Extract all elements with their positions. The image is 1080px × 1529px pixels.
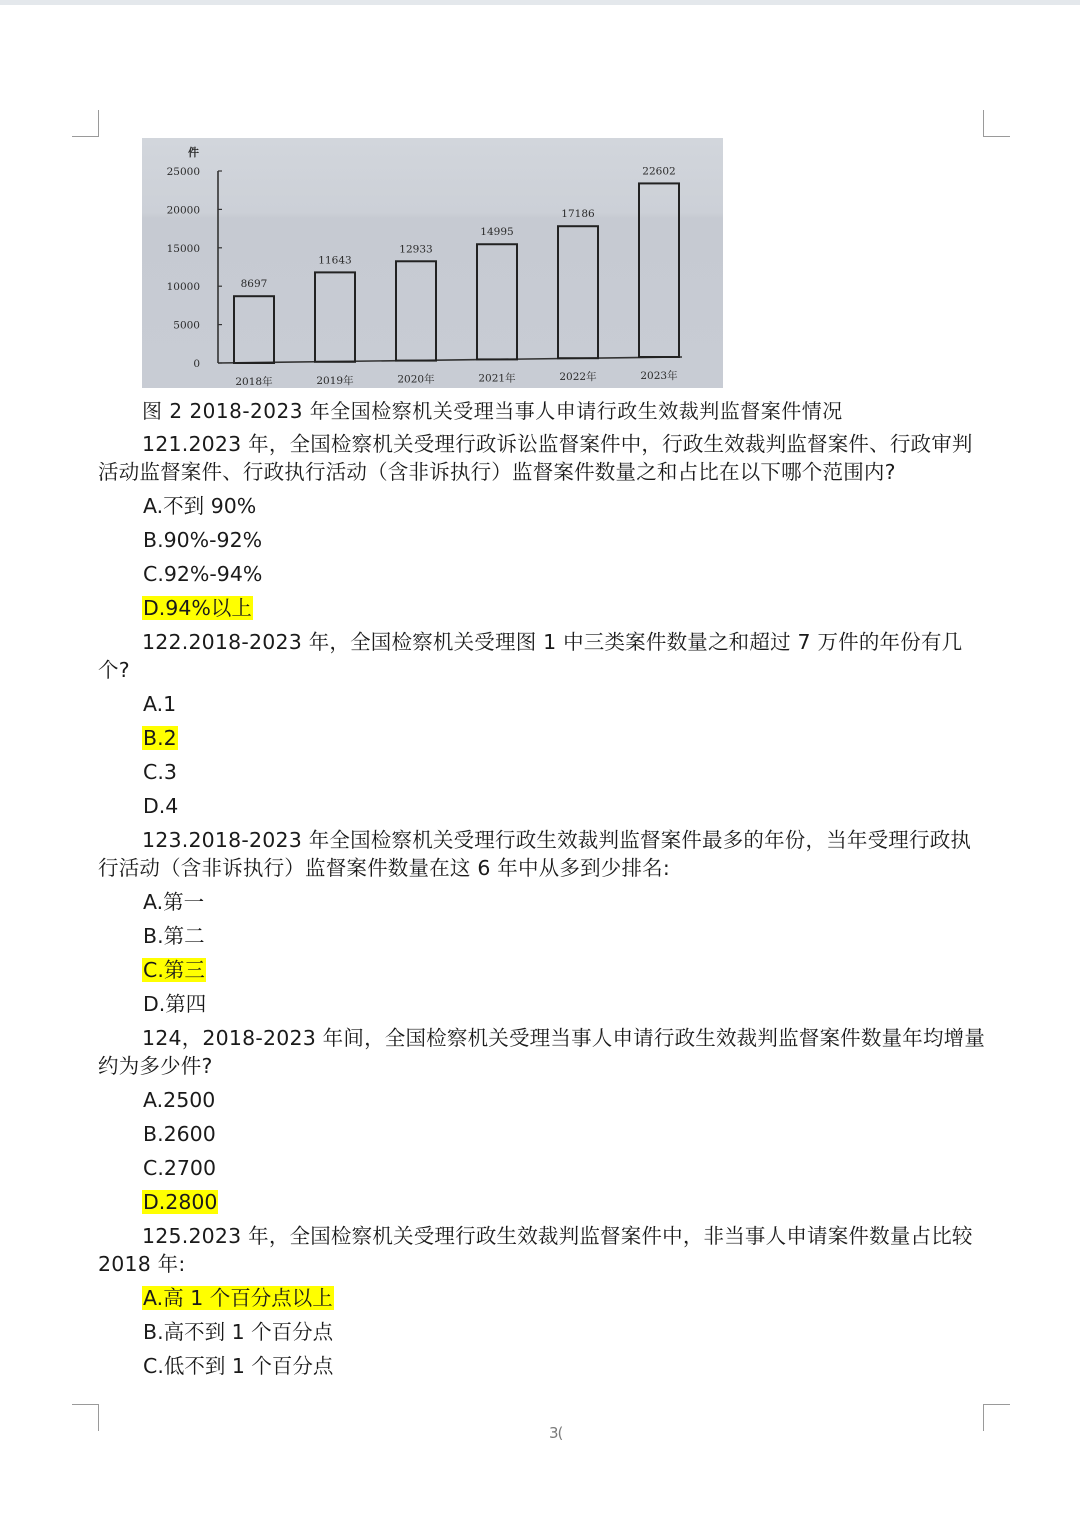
bar-data-label: 12933 [399,243,433,256]
y-tick-label: 25000 [166,166,200,178]
question-text: 124，2018-2023 年间，全国检察机关受理当事人申请行政生效裁判监督案件数量年均增量约为多少件? [98,1026,986,1078]
option-label: C.2700 [143,1156,217,1180]
x-category-label: 2022年 [559,371,597,384]
option-label: A.1 [143,692,177,716]
crop-mark-top-left [72,110,99,137]
bar [639,183,679,357]
bar [396,261,436,360]
option-label: C.92%-94% [143,562,263,586]
answer-option [142,1086,988,1114]
option-label: B.第二 [143,924,205,948]
x-axis-line [218,357,682,363]
highlighted-answer-option [142,594,988,622]
question-list [98,430,988,1386]
bar-data-label: 22602 [642,165,676,178]
x-category-label: 2020年 [397,373,435,386]
bar-data-label: 17186 [561,208,595,221]
question-text: 123.2018-2023 年全国检察机关受理行政生效裁判监督案件最多的年份，当年受理行政执行活动（含非诉执行）监督案件数量在这 6 年中从多到少排名: [98,828,972,880]
highlighted-answer-option [142,724,988,752]
answer-option [142,526,988,554]
answer-option [142,1318,988,1346]
option-label: D.第四 [143,992,207,1016]
highlighted-answer-option [142,956,988,984]
question-text: 122.2018-2023 年，全国检察机关受理图 1 中三类案件数量之和超过 7 万件的年份有几个? [98,630,963,682]
answer-option [142,492,988,520]
crop-mark-bottom-right [983,1404,1010,1431]
option-label: B.高不到 1 个百分点 [143,1320,334,1344]
bar-data-label: 14995 [480,226,514,239]
bar [477,244,517,359]
y-tick-label: 10000 [166,281,200,294]
option-label: C.第三 [143,958,205,982]
figure-caption: 图 2 2018-2023 年全国检察机关受理当事人申请行政生效裁判监督案件情况 [142,399,843,423]
question-text: 121.2023 年，全国检察机关受理行政诉讼监督案件中，行政生效裁判监督案件、行政审判活动监督案件、行政执行活动（含非诉执行）监督案件数量之和占比在以下哪个范围内? [98,432,973,484]
answer-option [142,1120,988,1148]
bar-chart-photo [142,138,723,388]
option-label: A.2500 [143,1088,216,1112]
x-category-label: 2023年 [640,370,678,382]
answer-option [142,1352,988,1380]
answer-option [142,922,988,950]
answer-option [142,792,988,820]
y-tick-label: 20000 [166,204,200,217]
top-bar [0,0,1080,5]
answer-option [142,888,988,916]
x-category-label: 2019年 [316,374,354,387]
x-category-label: 2018年 [235,376,273,388]
bar [558,226,598,358]
option-label: D.94%以上 [143,596,252,620]
option-label: A.高 1 个百分点以上 [143,1286,333,1310]
bar-data-label: 8697 [240,278,268,291]
option-label: B.90%-92% [143,528,263,552]
crop-mark-bottom-left [72,1404,99,1431]
bar-data-label: 11643 [318,254,352,267]
option-label: C.低不到 1 个百分点 [143,1354,334,1378]
y-tick-label: 5000 [173,319,200,332]
option-label: B.2 [143,726,177,750]
option-label: C.3 [143,760,177,784]
bar-chart [142,138,723,388]
question-text: 125.2023 年，全国检察机关受理行政生效裁判监督案件中，非当事人申请案件数量占比较 2018 年: [98,1224,973,1276]
highlighted-answer-option [142,1188,988,1216]
option-label: D.2800 [143,1190,218,1214]
crop-mark-top-right [983,110,1010,137]
answer-option [142,560,988,588]
option-label: D.4 [143,794,179,818]
y-axis-unit-label: 件 [188,146,199,159]
answer-option [142,1154,988,1182]
page-number: 3( [549,1424,563,1442]
option-label: B.2600 [143,1122,216,1146]
option-label: A.不到 90% [143,494,257,518]
bar [315,272,355,361]
x-category-label: 2021年 [478,372,516,385]
answer-option [142,758,988,786]
bar [234,296,274,363]
answer-option [142,990,988,1018]
highlighted-answer-option [142,1284,988,1312]
y-tick-label: 0 [193,358,200,370]
answer-option [142,690,988,718]
option-label: A.第一 [143,890,205,914]
y-tick-label: 15000 [166,242,200,255]
